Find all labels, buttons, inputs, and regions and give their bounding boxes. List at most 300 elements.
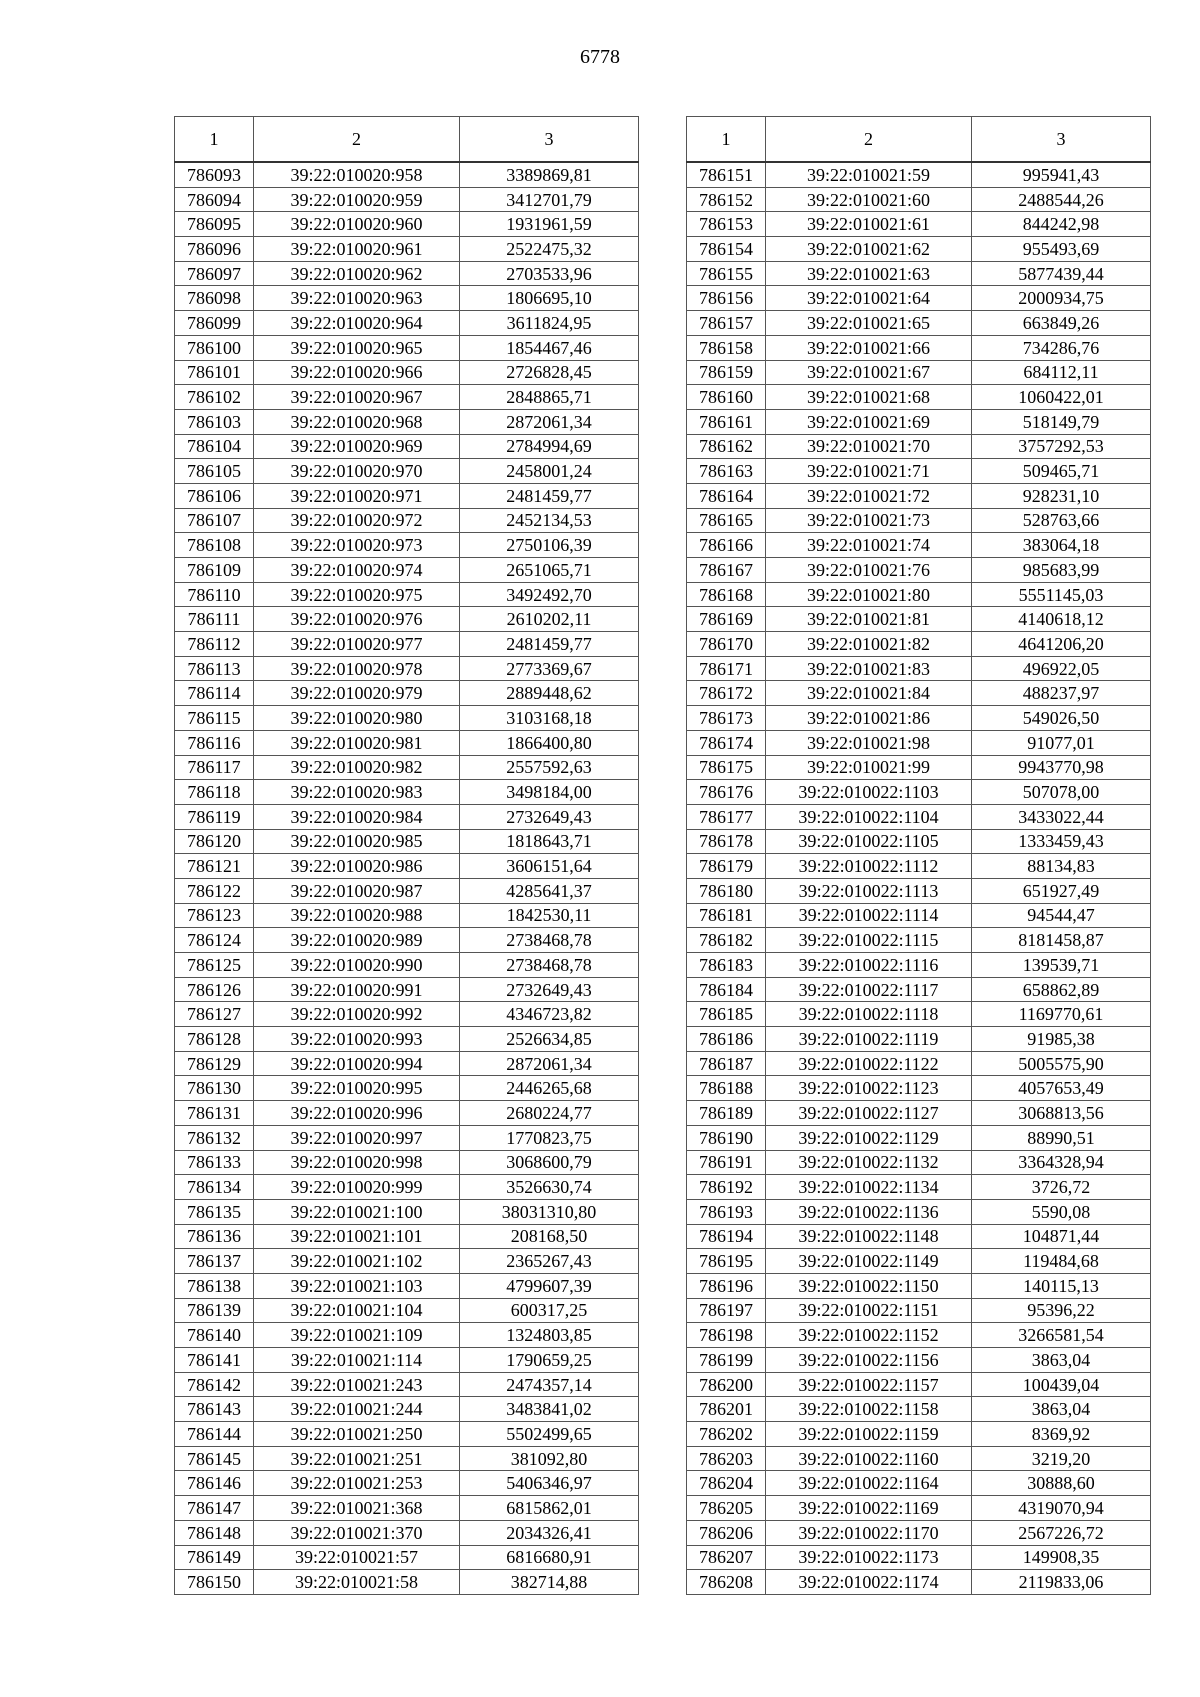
value-cell: 4285641,37: [460, 878, 639, 903]
row-number-cell: 786127: [175, 1002, 254, 1027]
value-cell: 4346723,82: [460, 1002, 639, 1027]
value-cell: 2567226,72: [972, 1520, 1151, 1545]
value-cell: 3526630,74: [460, 1175, 639, 1200]
cadastral-number-cell: 39:22:010021:100: [254, 1199, 460, 1224]
value-cell: 5406346,97: [460, 1471, 639, 1496]
cadastral-number-cell: 39:22:010020:967: [254, 385, 460, 410]
value-cell: 2726828,45: [460, 360, 639, 385]
cadastral-number-cell: 39:22:010021:368: [254, 1496, 460, 1521]
cadastral-number-cell: 39:22:010021:98: [766, 730, 972, 755]
table-row: [175, 434, 639, 459]
row-number-cell: 786188: [687, 1076, 766, 1101]
value-cell: 3433022,44: [972, 804, 1151, 829]
table-row: [175, 681, 639, 706]
value-cell: 2526634,85: [460, 1027, 639, 1052]
row-number-cell: 786204: [687, 1471, 766, 1496]
table-row: [175, 1323, 639, 1348]
value-cell: 488237,97: [972, 681, 1151, 706]
row-number-cell: 786199: [687, 1348, 766, 1373]
table-row: [175, 1273, 639, 1298]
value-cell: 3364328,94: [972, 1150, 1151, 1175]
column-header-1: 1: [687, 117, 766, 163]
cadastral-number-cell: 39:22:010021:76: [766, 558, 972, 583]
value-cell: 2738468,78: [460, 953, 639, 978]
table-header-row: [687, 117, 1151, 163]
data-table-left: [174, 116, 639, 1595]
row-number-cell: 786148: [175, 1520, 254, 1545]
row-number-cell: 786170: [687, 632, 766, 657]
row-number-cell: 786161: [687, 409, 766, 434]
table-row: [687, 582, 1151, 607]
table-row: [687, 409, 1151, 434]
cadastral-number-cell: 39:22:010021:66: [766, 335, 972, 360]
row-number-cell: 786110: [175, 582, 254, 607]
table-row: [687, 1520, 1151, 1545]
row-number-cell: 786176: [687, 780, 766, 805]
cadastral-number-cell: 39:22:010020:960: [254, 212, 460, 237]
row-number-cell: 786158: [687, 335, 766, 360]
table-row: [175, 1125, 639, 1150]
cadastral-number-cell: 39:22:010021:84: [766, 681, 972, 706]
value-cell: 2481459,77: [460, 483, 639, 508]
table-row: [687, 1372, 1151, 1397]
row-number-cell: 786102: [175, 385, 254, 410]
column-header-3: 3: [460, 117, 639, 163]
value-cell: 600317,25: [460, 1298, 639, 1323]
table-row: [175, 533, 639, 558]
cadastral-number-cell: 39:22:010022:1149: [766, 1249, 972, 1274]
value-cell: 3757292,53: [972, 434, 1151, 459]
cadastral-number-cell: 39:22:010020:972: [254, 508, 460, 533]
value-cell: 4799607,39: [460, 1273, 639, 1298]
table-row: [175, 928, 639, 953]
value-cell: 995941,43: [972, 162, 1151, 187]
row-number-cell: 786154: [687, 237, 766, 262]
cadastral-number-cell: 39:22:010020:986: [254, 854, 460, 879]
table-row: [687, 1224, 1151, 1249]
table-row: [175, 977, 639, 1002]
value-cell: 94544,47: [972, 903, 1151, 928]
row-number-cell: 786182: [687, 928, 766, 953]
value-cell: 734286,76: [972, 335, 1151, 360]
table-row: [687, 1298, 1151, 1323]
cadastral-number-cell: 39:22:010020:998: [254, 1150, 460, 1175]
table-row: [687, 977, 1151, 1002]
table-row: [687, 1422, 1151, 1447]
row-number-cell: 786186: [687, 1027, 766, 1052]
table-row: [175, 212, 639, 237]
table-row: [687, 607, 1151, 632]
table-row: [687, 681, 1151, 706]
row-number-cell: 786184: [687, 977, 766, 1002]
table-row: [175, 1471, 639, 1496]
value-cell: 684112,11: [972, 360, 1151, 385]
cadastral-number-cell: 39:22:010022:1150: [766, 1273, 972, 1298]
table-row: [175, 1002, 639, 1027]
row-number-cell: 786119: [175, 804, 254, 829]
row-number-cell: 786187: [687, 1051, 766, 1076]
table-row: [687, 1150, 1151, 1175]
table-row: [687, 1545, 1151, 1570]
row-number-cell: 786118: [175, 780, 254, 805]
value-cell: 2119833,06: [972, 1570, 1151, 1595]
row-number-cell: 786121: [175, 854, 254, 879]
cadastral-number-cell: 39:22:010020:976: [254, 607, 460, 632]
row-number-cell: 786095: [175, 212, 254, 237]
value-cell: 2872061,34: [460, 1051, 639, 1076]
cadastral-number-cell: 39:22:010021:57: [254, 1545, 460, 1570]
row-number-cell: 786135: [175, 1199, 254, 1224]
cadastral-number-cell: 39:22:010020:994: [254, 1051, 460, 1076]
row-number-cell: 786207: [687, 1545, 766, 1570]
value-cell: 1842530,11: [460, 903, 639, 928]
row-number-cell: 786166: [687, 533, 766, 558]
table-row: [175, 162, 639, 187]
cadastral-number-cell: 39:22:010020:964: [254, 311, 460, 336]
table-row: [175, 607, 639, 632]
value-cell: 3266581,54: [972, 1323, 1151, 1348]
row-number-cell: 786105: [175, 459, 254, 484]
table-row: [175, 1076, 639, 1101]
value-cell: 5005575,90: [972, 1051, 1151, 1076]
cadastral-number-cell: 39:22:010020:985: [254, 829, 460, 854]
value-cell: 30888,60: [972, 1471, 1151, 1496]
table-row: [175, 804, 639, 829]
column-header-3: 3: [972, 117, 1151, 163]
row-number-cell: 786137: [175, 1249, 254, 1274]
row-number-cell: 786149: [175, 1545, 254, 1570]
value-cell: 9943770,98: [972, 755, 1151, 780]
value-cell: 4319070,94: [972, 1496, 1151, 1521]
value-cell: 3726,72: [972, 1175, 1151, 1200]
row-number-cell: 786132: [175, 1125, 254, 1150]
table-row: [687, 903, 1151, 928]
table-row: [687, 1125, 1151, 1150]
table-row: [175, 1520, 639, 1545]
row-number-cell: 786206: [687, 1520, 766, 1545]
table-row: [687, 385, 1151, 410]
table-row: [687, 360, 1151, 385]
value-cell: 382714,88: [460, 1570, 639, 1595]
row-number-cell: 786120: [175, 829, 254, 854]
table-row: [687, 1273, 1151, 1298]
row-number-cell: 786107: [175, 508, 254, 533]
row-number-cell: 786096: [175, 237, 254, 262]
cadastral-number-cell: 39:22:010021:64: [766, 286, 972, 311]
table-row: [175, 187, 639, 212]
row-number-cell: 786168: [687, 582, 766, 607]
value-cell: 4140618,12: [972, 607, 1151, 632]
cadastral-number-cell: 39:22:010021:69: [766, 409, 972, 434]
cadastral-number-cell: 39:22:010022:1160: [766, 1446, 972, 1471]
row-number-cell: 786173: [687, 706, 766, 731]
table-row: [687, 1570, 1151, 1595]
table-row: [687, 632, 1151, 657]
row-number-cell: 786163: [687, 459, 766, 484]
table-row: [687, 1175, 1151, 1200]
table-row: [687, 311, 1151, 336]
row-number-cell: 786198: [687, 1323, 766, 1348]
table-row: [687, 854, 1151, 879]
value-cell: 3068600,79: [460, 1150, 639, 1175]
row-number-cell: 786106: [175, 483, 254, 508]
cadastral-number-cell: 39:22:010020:992: [254, 1002, 460, 1027]
cadastral-number-cell: 39:22:010021:253: [254, 1471, 460, 1496]
cadastral-number-cell: 39:22:010021:58: [254, 1570, 460, 1595]
cadastral-number-cell: 39:22:010022:1117: [766, 977, 972, 1002]
table-row: [175, 1496, 639, 1521]
value-cell: 3068813,56: [972, 1101, 1151, 1126]
table-row: [175, 459, 639, 484]
data-table-right: [686, 116, 1151, 1595]
value-cell: 528763,66: [972, 508, 1151, 533]
row-number-cell: 786122: [175, 878, 254, 903]
cadastral-number-cell: 39:22:010020:958: [254, 162, 460, 187]
row-number-cell: 786160: [687, 385, 766, 410]
row-number-cell: 786099: [175, 311, 254, 336]
value-cell: 139539,71: [972, 953, 1151, 978]
table-row: [175, 1348, 639, 1373]
row-number-cell: 786152: [687, 187, 766, 212]
cadastral-number-cell: 39:22:010020:981: [254, 730, 460, 755]
value-cell: 663849,26: [972, 311, 1151, 336]
cadastral-number-cell: 39:22:010022:1103: [766, 780, 972, 805]
value-cell: 5877439,44: [972, 261, 1151, 286]
row-number-cell: 786123: [175, 903, 254, 928]
value-cell: 1818643,71: [460, 829, 639, 854]
table-row: [687, 558, 1151, 583]
value-cell: 140115,13: [972, 1273, 1151, 1298]
value-cell: 381092,80: [460, 1446, 639, 1471]
cadastral-number-cell: 39:22:010022:1170: [766, 1520, 972, 1545]
value-cell: 651927,49: [972, 878, 1151, 903]
cadastral-number-cell: 39:22:010021:71: [766, 459, 972, 484]
cadastral-number-cell: 39:22:010022:1159: [766, 1422, 972, 1447]
cadastral-number-cell: 39:22:010022:1169: [766, 1496, 972, 1521]
table-row: [687, 508, 1151, 533]
cadastral-number-cell: 39:22:010021:103: [254, 1273, 460, 1298]
row-number-cell: 786169: [687, 607, 766, 632]
row-number-cell: 786113: [175, 656, 254, 681]
table-row: [687, 656, 1151, 681]
row-number-cell: 786143: [175, 1397, 254, 1422]
table-row: [175, 1397, 639, 1422]
value-cell: 88134,83: [972, 854, 1151, 879]
row-number-cell: 786151: [687, 162, 766, 187]
table-row: [687, 483, 1151, 508]
row-number-cell: 786112: [175, 632, 254, 657]
table-row: [175, 656, 639, 681]
value-cell: 1169770,61: [972, 1002, 1151, 1027]
cadastral-number-cell: 39:22:010022:1173: [766, 1545, 972, 1570]
value-cell: 2452134,53: [460, 508, 639, 533]
value-cell: 1770823,75: [460, 1125, 639, 1150]
row-number-cell: 786165: [687, 508, 766, 533]
table-row: [687, 953, 1151, 978]
table-row: [175, 730, 639, 755]
table-row: [175, 1199, 639, 1224]
table-row: [687, 1496, 1151, 1521]
value-cell: 2848865,71: [460, 385, 639, 410]
cadastral-number-cell: 39:22:010021:70: [766, 434, 972, 459]
row-number-cell: 786114: [175, 681, 254, 706]
table-row: [687, 1076, 1151, 1101]
value-cell: 2651065,71: [460, 558, 639, 583]
row-number-cell: 786201: [687, 1397, 766, 1422]
row-number-cell: 786140: [175, 1323, 254, 1348]
cadastral-number-cell: 39:22:010021:62: [766, 237, 972, 262]
row-number-cell: 786094: [175, 187, 254, 212]
row-number-cell: 786195: [687, 1249, 766, 1274]
table-row: [175, 1422, 639, 1447]
value-cell: 2680224,77: [460, 1101, 639, 1126]
value-cell: 2750106,39: [460, 533, 639, 558]
value-cell: 2522475,32: [460, 237, 639, 262]
value-cell: 3412701,79: [460, 187, 639, 212]
cadastral-number-cell: 39:22:010022:1164: [766, 1471, 972, 1496]
table-row: [175, 1446, 639, 1471]
row-number-cell: 786141: [175, 1348, 254, 1373]
value-cell: 1790659,25: [460, 1348, 639, 1373]
value-cell: 8181458,87: [972, 928, 1151, 953]
row-number-cell: 786144: [175, 1422, 254, 1447]
row-number-cell: 786202: [687, 1422, 766, 1447]
cadastral-number-cell: 39:22:010020:961: [254, 237, 460, 262]
row-number-cell: 786150: [175, 1570, 254, 1595]
row-number-cell: 786147: [175, 1496, 254, 1521]
row-number-cell: 786117: [175, 755, 254, 780]
row-number-cell: 786156: [687, 286, 766, 311]
cadastral-number-cell: 39:22:010020:975: [254, 582, 460, 607]
row-number-cell: 786171: [687, 656, 766, 681]
cadastral-number-cell: 39:22:010022:1156: [766, 1348, 972, 1373]
cadastral-number-cell: 39:22:010021:61: [766, 212, 972, 237]
table-row: [175, 261, 639, 286]
row-number-cell: 786181: [687, 903, 766, 928]
cadastral-number-cell: 39:22:010021:250: [254, 1422, 460, 1447]
table-row: [687, 261, 1151, 286]
table-row: [175, 1224, 639, 1249]
value-cell: 91077,01: [972, 730, 1151, 755]
value-cell: 4641206,20: [972, 632, 1151, 657]
table-row: [175, 237, 639, 262]
table-row: [687, 878, 1151, 903]
cadastral-number-cell: 39:22:010021:68: [766, 385, 972, 410]
table-row: [175, 385, 639, 410]
row-number-cell: 786203: [687, 1446, 766, 1471]
cadastral-number-cell: 39:22:010021:83: [766, 656, 972, 681]
value-cell: 2738468,78: [460, 928, 639, 953]
cadastral-number-cell: 39:22:010021:74: [766, 533, 972, 558]
table-row: [687, 1101, 1151, 1126]
table-row: [175, 1372, 639, 1397]
cadastral-number-cell: 39:22:010021:72: [766, 483, 972, 508]
cadastral-number-cell: 39:22:010020:966: [254, 360, 460, 385]
cadastral-number-cell: 39:22:010020:968: [254, 409, 460, 434]
cadastral-number-cell: 39:22:010020:978: [254, 656, 460, 681]
cadastral-number-cell: 39:22:010021:109: [254, 1323, 460, 1348]
cadastral-number-cell: 39:22:010022:1129: [766, 1125, 972, 1150]
cadastral-number-cell: 39:22:010020:982: [254, 755, 460, 780]
cadastral-number-cell: 39:22:010022:1134: [766, 1175, 972, 1200]
cadastral-number-cell: 39:22:010022:1151: [766, 1298, 972, 1323]
row-number-cell: 786174: [687, 730, 766, 755]
table-row: [175, 706, 639, 731]
row-number-cell: 786177: [687, 804, 766, 829]
value-cell: 507078,00: [972, 780, 1151, 805]
cadastral-number-cell: 39:22:010021:63: [766, 261, 972, 286]
value-cell: 3219,20: [972, 1446, 1151, 1471]
row-number-cell: 786093: [175, 162, 254, 187]
cadastral-number-cell: 39:22:010020:990: [254, 953, 460, 978]
table-row: [175, 854, 639, 879]
cadastral-number-cell: 39:22:010020:995: [254, 1076, 460, 1101]
value-cell: 8369,92: [972, 1422, 1151, 1447]
row-number-cell: 786192: [687, 1175, 766, 1200]
table-row: [687, 1199, 1151, 1224]
table-row: [175, 632, 639, 657]
table-row: [687, 1348, 1151, 1373]
table-row: [687, 286, 1151, 311]
column-header-1: 1: [175, 117, 254, 163]
value-cell: 496922,05: [972, 656, 1151, 681]
row-number-cell: 786200: [687, 1372, 766, 1397]
cadastral-number-cell: 39:22:010022:1148: [766, 1224, 972, 1249]
table-row: [175, 1570, 639, 1595]
table-row: [175, 1545, 639, 1570]
cadastral-number-cell: 39:22:010022:1132: [766, 1150, 972, 1175]
table-row: [687, 804, 1151, 829]
cadastral-number-cell: 39:22:010022:1118: [766, 1002, 972, 1027]
table-row: [175, 311, 639, 336]
table-row: [687, 755, 1151, 780]
value-cell: 3498184,00: [460, 780, 639, 805]
value-cell: 100439,04: [972, 1372, 1151, 1397]
table-row: [687, 335, 1151, 360]
value-cell: 2458001,24: [460, 459, 639, 484]
cadastral-number-cell: 39:22:010022:1105: [766, 829, 972, 854]
cadastral-number-cell: 39:22:010020:993: [254, 1027, 460, 1052]
row-number-cell: 786183: [687, 953, 766, 978]
cadastral-number-cell: 39:22:010022:1136: [766, 1199, 972, 1224]
value-cell: 1333459,43: [972, 829, 1151, 854]
column-header-2: 2: [254, 117, 460, 163]
cadastral-number-cell: 39:22:010020:987: [254, 878, 460, 903]
table-row: [175, 878, 639, 903]
value-cell: 104871,44: [972, 1224, 1151, 1249]
table-row: [175, 508, 639, 533]
table-row: [175, 1027, 639, 1052]
table-row: [687, 1471, 1151, 1496]
row-number-cell: 786116: [175, 730, 254, 755]
value-cell: 2557592,63: [460, 755, 639, 780]
table-row: [687, 1249, 1151, 1274]
row-number-cell: 786167: [687, 558, 766, 583]
cadastral-number-cell: 39:22:010020:979: [254, 681, 460, 706]
cadastral-number-cell: 39:22:010022:1113: [766, 878, 972, 903]
row-number-cell: 786155: [687, 261, 766, 286]
cadastral-number-cell: 39:22:010021:82: [766, 632, 972, 657]
row-number-cell: 786115: [175, 706, 254, 731]
value-cell: 6815862,01: [460, 1496, 639, 1521]
row-number-cell: 786162: [687, 434, 766, 459]
value-cell: 3611824,95: [460, 311, 639, 336]
value-cell: 3606151,64: [460, 854, 639, 879]
cadastral-number-cell: 39:22:010020:962: [254, 261, 460, 286]
row-number-cell: 786180: [687, 878, 766, 903]
table-row: [175, 286, 639, 311]
cadastral-number-cell: 39:22:010021:60: [766, 187, 972, 212]
